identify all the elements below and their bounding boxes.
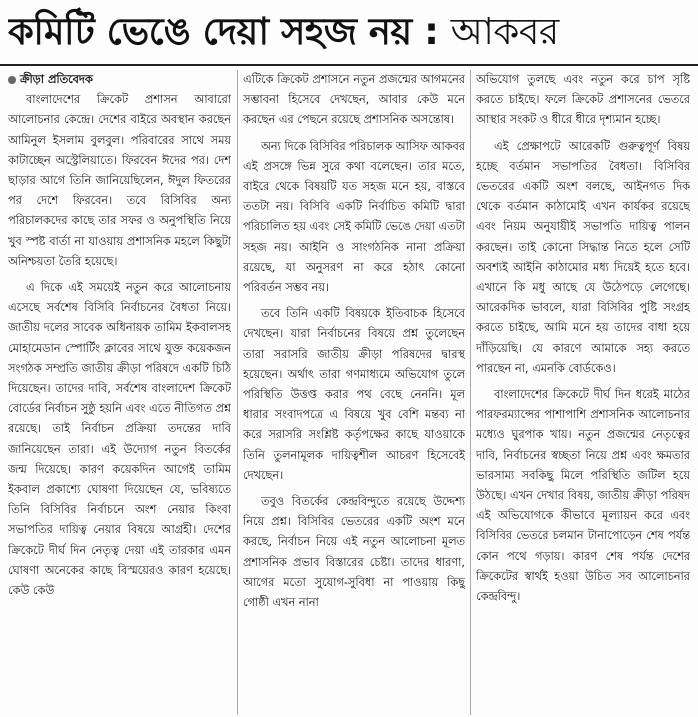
paragraph: এ দিকে এই সময়েই নতুন করে আলোচনায় এসেছে সর্বশেষ বিসিবি নির্বাচনের বৈধতা নিয়ে। জাতীয় দলের সাবেক অধিনায়ক তামিম ইকবালসহ মোহামেডান স্পোর্টিং ক্লাবের সাথে যুক্ত কয়েকজন সংগঠক সম্প্রতি জাতীয় ক্রীড়া পরিষদে একটি চিঠি দিয়েছেন। তাদের দাবি, সর্বশেষ বাংলাদেশ ক্রিকেট বোর্ডের নির্বাচন সুষ্ঠু হয়নি এবং এতে নীতিগত প্রশ্ন রয়েছে। তাই নির্বাচন প্রক্রিয়া তদন্তের দাবি জানিয়েছেন তারা। এই উদ্যোগ নতুন বিতর্কের জন্ম দিয়েছে। কারণ কয়েকদিন আগেই তামিম ইকবাল প্রকাশ্যে ঘোষণা দিয়েছেন যে, ভবিষ্যতে তিনি বিসিবির নির্বাচনে অংশ নেয়ার কিংবা সভাপতির দায়িত্ব নেয়ার বিষয়ে আগ্রহী। দেশের ক্রিকেটে দীর্ঘ দিন নেতৃত্ব দেয়া এই তারকার এমন ঘোষণা অনেকের কাছে বিস্ময়েরও কারণ হয়েছে। কেউ কেউ [8, 281, 231, 598]
headline [8, 6, 692, 58]
article-column-2 [243, 70, 465, 715]
paragraph: অভিযোগ তুলছে এবং নতুন করে চাপ সৃষ্টি করতে চাইছে। ফলে ক্রিকেট প্রশাসনের ভেতরে আস্থার সংকট ও ধীরে ধীরে দৃশ্যমান হচ্ছে। [476, 73, 690, 127]
paragraph: বাংলাদেশের ক্রিকেটে দীর্ঘ দিন ধরেই মাঠের পারফরম্যান্সের পাশাপাশি প্রশাসনিক আলোচনার মধ্যেও ঘুরপাক খায়। নতুন প্রজন্মের নেতৃত্বের দাবি, নির্বাচনের স্বচ্ছতা নিয়ে প্রশ্ন এবং ক্ষমতার ভারসাম্য সবকিছু মিলে পরিস্থিতি জটিল হয়ে উঠছে। এখন দেখার বিষয়, জাতীয় ক্রীড়া পরিষদ এই অভিযোগকে কীভাবে মূল্যায়ন করে এবং বিসিবির ভেতরে চলমান টানাপোড়েন শেষ পর্যন্ত কোন পথে গড়ায়। কারণ শেষ পর্যন্ত দেশের ক্রিকেটের স্বার্থই হওয়া উচিত সব আলোচনার কেন্দ্রবিন্দু। [476, 388, 690, 604]
paragraph: তবে তিনি একটি বিষয়কে ইতিবাচক হিসেবে দেখছেন। যারা নির্বাচনের বিষয়ে প্রশ্ন তুলেছেন তারা সরাসরি জাতীয় ক্রীড়া পরিষদের দ্বারস্থ হয়েছেন। অর্থাৎ তারা গণমাধ্যমে অভিযোগ তুলে পরিস্থিতি উত্তপ্ত করার পথ বেছে নেননি। মূল ধারার সংবাদপত্রে এ বিষয়ে খুব বেশি মন্তব্য না করে সরাসরি সংশ্লিষ্ট কর্তৃপক্ষের কাছে যাওয়াকে তিনি তুলনামূলক দায়িত্বশীল আচরণ হিসেবেই দেখছেন। [243, 307, 465, 482]
byline [8, 70, 231, 90]
byline-text: ক্রীড়া প্রতিবেদক [20, 73, 93, 86]
bullet-icon [8, 76, 16, 84]
column-divider [237, 70, 238, 715]
column-divider [470, 70, 471, 715]
headline-separator: : [411, 10, 451, 53]
headline-name: আকবর [450, 10, 559, 53]
paragraph: বাংলাদেশের ক্রিকেট প্রশাসন আবারো আলোচনার কেন্দ্রে। দেশের বাইরে অবস্থান করছেন আমিনুল ইসলাম বুলবুল। পরিবারের সাথে সময় কাটাচ্ছেন অস্ট্রেলিয়াতে। ফিরবেন ঈদের পর। দেশ ছাড়ার আগে তিনি জানিয়েছিলেন, ঈদুল ফিতরের পর দেশে ফিরবেন। তবে বিসিবির অন্য পরিচালকদের কাছে তার সফর ও অনুপস্থিতি নিয়ে খুব স্পষ্ট বার্তা না যাওয়ায় প্রশাসনিক মহলে কিছুটা অনিশ্চয়তা তৈরি হয়েছে। [8, 93, 231, 268]
article-column-3 [476, 70, 690, 715]
paragraph: এটিকে ক্রিকেট প্রশাসনে নতুন প্রজন্মের আগমনের সম্ভাবনা হিসেবে দেখছেন, আবার কেউ মনে করছেন এর পেছনে রয়েছে প্রশাসনিক অসন্তোষ। [243, 73, 465, 127]
paragraph: তবুও বিতর্কের কেন্দ্রবিন্দুতে রয়েছে উদ্দেশ্য নিয়ে প্রশ্ন। বিসিবির ভেতরের একটি অংশ মনে করছে, নির্বাচন নিয়ে এই নতুন আলোচনা মূলত প্রশাসনিক প্রভাব বিস্তারের চেষ্টা। তাদের ধারণা, আগের মতো সুযোগ-সুবিধা না পাওয়ায় কিছু গোষ্ঠী এখন নানা [243, 495, 465, 610]
headline-main: কমিটি ভেঙে দেয়া সহজ নয় [8, 10, 412, 53]
headline-rule [0, 64, 698, 66]
article-column-1 [8, 70, 231, 715]
paragraph: এই প্রেক্ষাপটে আরেকটি গুরুত্বপূর্ণ বিষয় হচ্ছে বর্তমান সভাপতির বৈধতা। বিসিবির ভেতরের একটি অংশ বলছে, আইনগত দিক থেকে বর্তমান কাঠামোই এখন কার্যকর রয়েছে এবং নিয়ম অনুযায়ীই সভাপতি দায়িত্ব পালন করছেন। তাই কোনো সিদ্ধান্ত নিতে হলে সেটি অবশ্যই আইনি কাঠামোর মধ্য দিয়েই হতে হবে। এখানে কি মধু আছে যে উঠেপড়ে লেগেছে। আরেকদিক ভাবলে, যারা বিসিবির পুষ্টি সংগ্রহ করতে চাইছে, আমি মনে হয় তাদের বাধা হয়ে দাঁড়িয়েছি। যে কারণে আমাকে সহ্য করতে পারছেন না, এমনকি বোর্ডকেও। [476, 139, 690, 375]
paragraph: অন্য দিকে বিসিবির পরিচালক আসিফ আকবর এই প্রসঙ্গে ভিন্ন সুরে কথা বলেছেন। তার মতে, বাইরে থেকে বিষয়টি যত সহজ মনে হয়, বাস্তবে ততটা নয়। বিসিবি একটি নির্বাচিত কমিটি দ্বারা পরিচালিত হয় এবং সেই কমিটি ভেঙে দেয়া এতটা সহজ নয়। আইনি ও সাংগঠনিক নানা প্রক্রিয়া রয়েছে, যা অনুসরণ না করে হঠাৎ কোনো পরিবর্তন সম্ভব নয়। [243, 139, 465, 295]
